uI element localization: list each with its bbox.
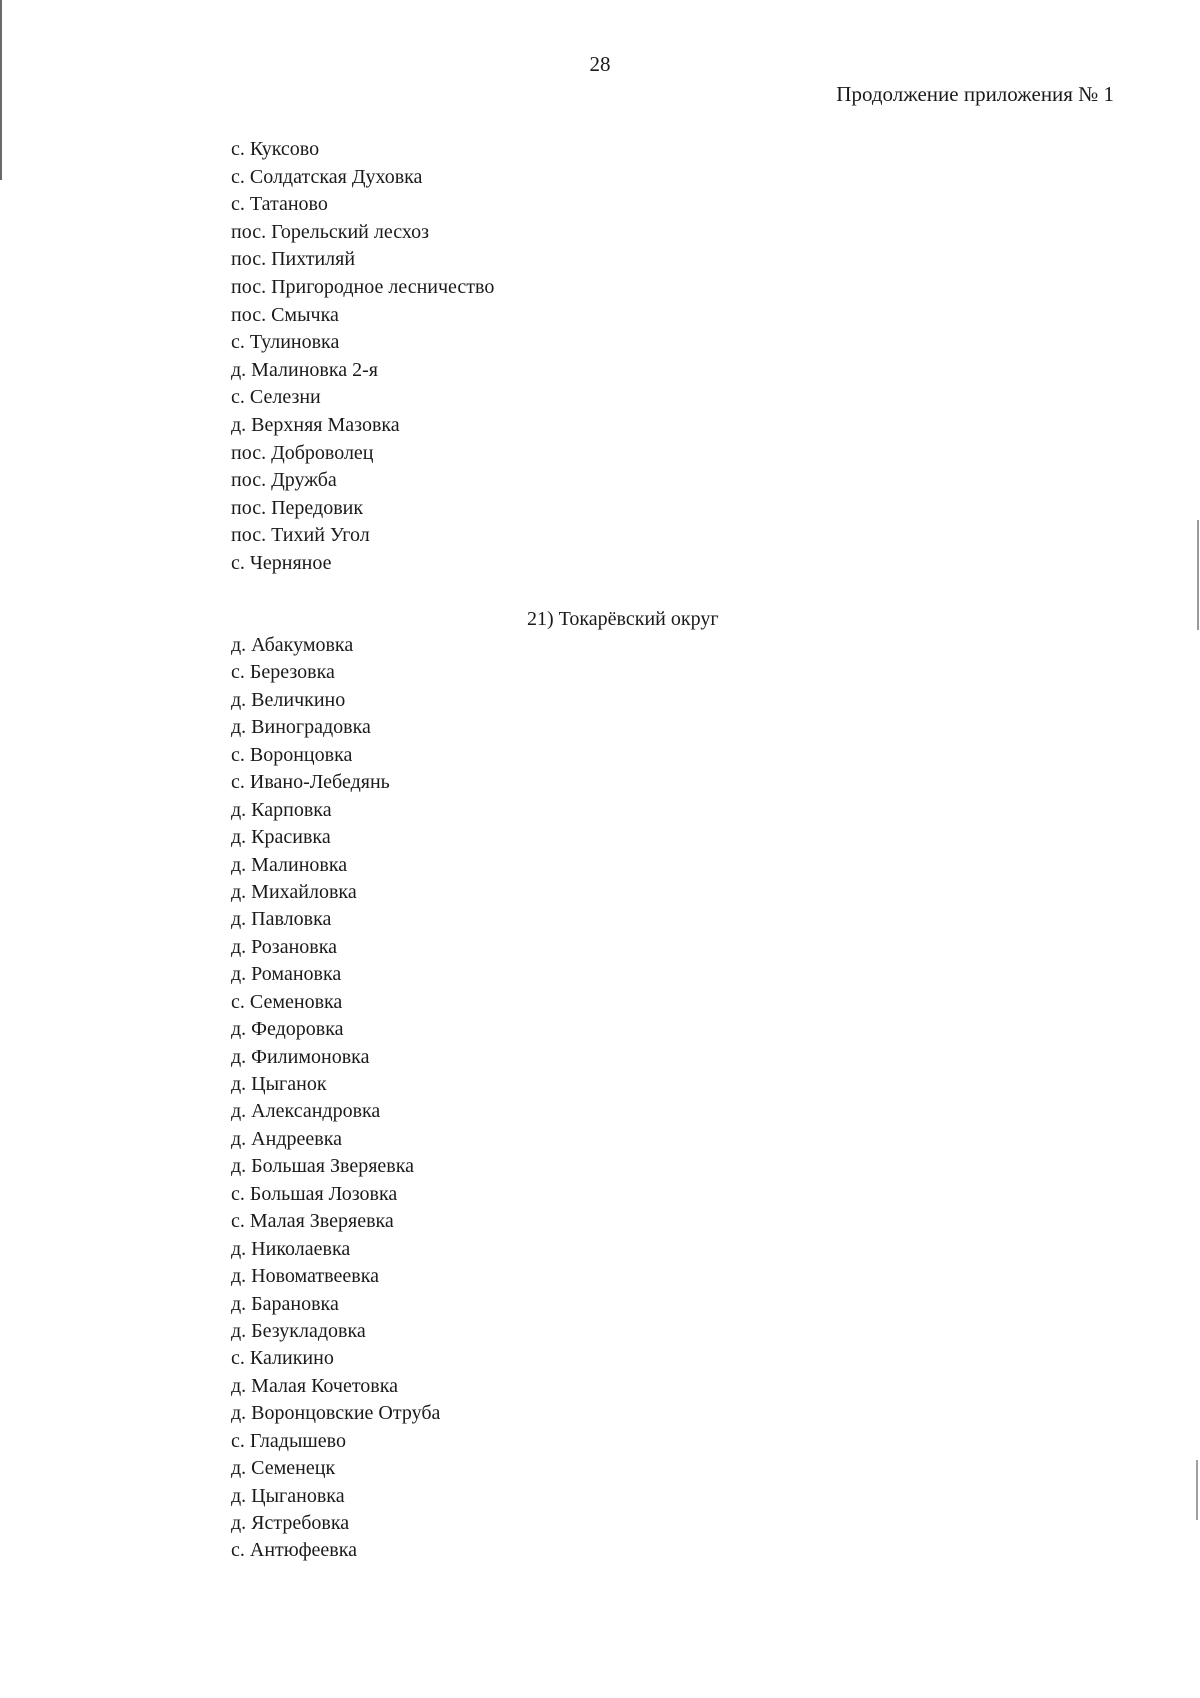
list-item: с. Каликино [231,1347,334,1370]
scan-edge-shadow [0,0,2,180]
list-item: д. Барановка [231,1292,339,1315]
list-item: д. Виноградовка [231,716,371,739]
list-item: д. Семенецк [231,1457,336,1480]
list-item: д. Величкино [231,688,346,711]
list-item: д. Александровка [231,1100,381,1123]
list-item: с. Семеновка [231,990,343,1013]
list-item: пос. Дружба [231,469,337,492]
list-item: с. Малая Зверяевка [231,1210,394,1233]
scan-edge-shadow [1196,1460,1198,1520]
list-item: д. Большая Зверяевка [231,1155,415,1178]
list-item: пос. Доброволец [231,441,374,464]
settlement-list [231,136,494,578]
list-item: д. Малая Кочетовка [231,1374,399,1397]
list-item: д. Малиновка [231,853,348,876]
list-item: д. Малиновка 2-я [231,358,378,381]
list-item: д. Безукладовка [231,1319,366,1342]
list-item: д. Павловка [231,908,332,931]
list-item: д. Андреевка [231,1127,342,1150]
appendix-continuation-note: Продолжение приложения № 1 [836,82,1114,106]
list-item: д. Федоровка [231,1018,344,1041]
list-item: с. Антюфеевка [231,1539,358,1562]
list-item: с. Тулиновка [231,331,340,354]
list-item: д. Ястребовка [231,1512,350,1534]
list-item: д. Новоматвеевка [231,1265,379,1288]
list-item: с. Черняное [231,551,332,574]
scan-edge-shadow [1197,520,1199,630]
list-item: д. Николаевка [231,1237,351,1260]
list-item: д. Карповка [231,798,332,821]
list-item: пос. Пригородное лесничество [231,275,495,298]
list-item: пос. Горельский лесхоз [231,220,429,243]
list-item: д. Филимоновка [231,1045,370,1068]
list-item: с. Большая Лозовка [231,1182,398,1205]
list-item: с. Солдатская Духовка [231,165,423,188]
list-item: с. Гладышево [231,1429,346,1452]
list-item: д. Красивка [231,826,331,849]
list-item: пос. Тихий Угол [231,524,370,547]
section-heading: 21) Токарёвский округ [527,608,719,630]
district-settlement-list [231,632,440,1565]
list-item: д. Абакумовка [231,634,354,656]
list-item: с. Ивано-Лебедянь [231,771,390,794]
list-item: д. Михайловка [231,880,357,903]
list-item: д. Воронцовские Отруба [231,1402,441,1425]
list-item: с. Селезни [231,386,321,409]
list-item: пос. Передовик [231,496,364,519]
list-item: с. Татаново [231,193,328,216]
list-item: с. Воронцовка [231,743,353,766]
list-item: д. Розановка [231,935,338,958]
list-item: пос. Смычка [231,303,339,326]
list-item: д. Верхняя Мазовка [231,413,400,436]
page-number: 28 [589,52,611,76]
list-item: пос. Пихтиляй [231,248,356,271]
list-item: д. Романовка [231,963,342,986]
list-item: с. Куксово [231,138,320,160]
list-item: д. Цыгановка [231,1484,345,1507]
list-item: с. Березовка [231,661,335,684]
list-item: д. Цыганок [231,1073,327,1095]
